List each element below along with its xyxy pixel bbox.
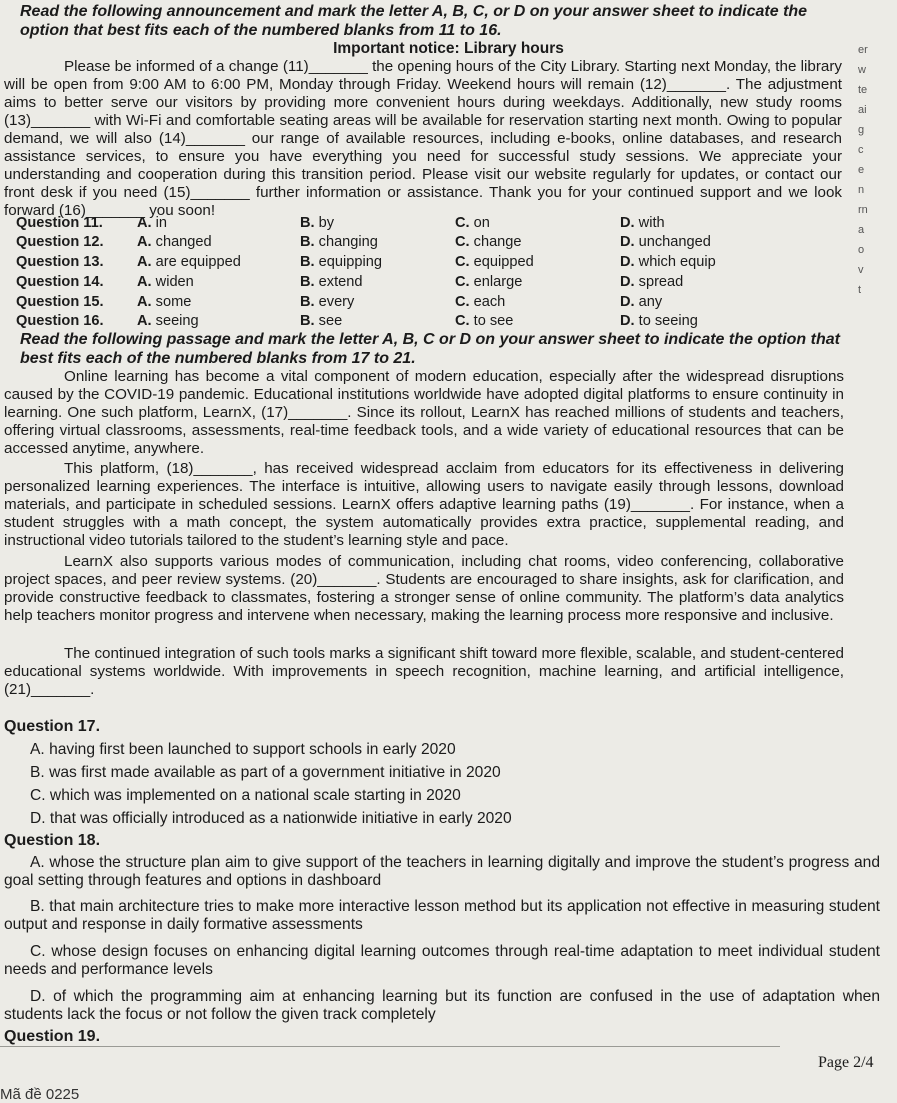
question-row xyxy=(16,253,846,273)
option-text: see xyxy=(318,313,343,329)
q17-option-d: D. that was officially introduced as a nationwide initiative in early 2020 xyxy=(30,810,512,827)
q18-option-c: C. whose design focuses on enhancing digital learning outcomes through real-time adaptation to meet individual student needs and performance levels xyxy=(4,943,880,978)
option-text: on xyxy=(473,215,490,231)
option-text: spread xyxy=(638,274,684,290)
passage-paragraph-2: This platform, (18)_______, has received widespread acclaim from educators for its effectiveness in delivering personalized learning experiences. The interface is intuitive, allowing users to navigate easily through lessons, download materials, and participate in scheduled sessions. LearnX offers adaptive learning paths (19)_______. For instance, when a student struggles with a math concept, the system automatically provides extra practice, supplemental reading, and instructional video tutorials tailored to the student’s learning style and pace. xyxy=(4,460,844,549)
option-text: every xyxy=(318,294,355,310)
option-text: each xyxy=(473,294,506,310)
option-a[interactable]: A. seeing xyxy=(137,313,199,329)
question-19-heading: Question 19. xyxy=(4,1028,101,1045)
option-text: changing xyxy=(318,234,378,250)
option-d[interactable]: D. spread xyxy=(620,274,684,290)
option-d[interactable]: D. any xyxy=(620,294,663,310)
option-c[interactable]: C. change xyxy=(455,234,522,250)
option-b[interactable]: B. by xyxy=(300,215,335,231)
q18-option-d: D. of which the programming aim at enhancing learning but its function are confused in the use of adaptation when students lack the focus or not follow the given track completely xyxy=(4,988,880,1023)
margin-note: e xyxy=(858,164,865,176)
margin-note: c xyxy=(858,144,864,156)
passage-paragraph-1: Online learning has become a vital component of modern education, especially after the widespread disruptions caused by the COVID-19 pandemic. Educational institutions worldwide have adopted digital platforms to ensure continuity in learning. One such platform, LearnX, (17)_______. Since its rollout, LearnX has reached millions of students and teachers, offering virtual classrooms, assessments, real-time feedback tools, and a wide variety of educational resources that can be accessed anytime, anywhere. xyxy=(4,368,844,457)
option-text: seeing xyxy=(155,313,199,329)
exam-code: Mã đề 0225 xyxy=(0,1086,80,1103)
option-text: in xyxy=(155,215,168,231)
question-row xyxy=(16,293,846,313)
option-a[interactable]: A. changed xyxy=(137,234,212,250)
margin-note: v xyxy=(858,264,864,276)
option-d[interactable]: D. unchanged xyxy=(620,234,711,250)
question-row xyxy=(16,233,846,253)
question-row xyxy=(16,273,846,293)
margin-note: a xyxy=(858,224,865,236)
option-text: to seeing xyxy=(638,313,698,329)
margin-note: er xyxy=(858,44,868,56)
notice-title: Important notice: Library hours xyxy=(333,40,564,57)
footer-divider xyxy=(0,1046,780,1047)
option-text: some xyxy=(155,294,192,310)
margin-note: rn xyxy=(858,204,868,216)
notice-paragraph: Please be informed of a change (11)_______ the opening hours of the City Library. Starting next Monday, the library will be open from 9:00 AM to 6:00 PM, Monday through Friday. Weekend hours will remain (12)_______. The adjustment aims to better serve our visitors by providing more convenient hours during weekdays. Additionally, new study rooms (13)_______ with Wi-Fi and comfortable seating areas will be available for reservation starting next month. Owing to popular demand, we will also (14)_______ our range of available resources, including e-books, online databases, and research assistance services, to ensure you have everything you need for successful study sessions. We appreciate your understanding and cooperation during this transition period. Please visit our website regularly for updates, or contact our front desk if you need (15)_______ further information or assistance. Thank you for your continued support and we look forward (16)_______ you soon! xyxy=(4,58,842,219)
q18-option-b: B. that main architecture tries to make more interactive lesson method but its application not effective in measuring student output and response in daily formative assessments xyxy=(4,898,880,933)
option-a[interactable]: A. in xyxy=(137,215,168,231)
margin-note: n xyxy=(858,184,865,196)
passage-paragraph-4: The continued integration of such tools marks a significant shift toward more flexible, scalable, and student-centered educational systems worldwide. With improvements in speech recognition, machine learning, and artificial intelligence, (21)_______. xyxy=(4,645,844,698)
option-text: with xyxy=(638,215,665,231)
margin-note: te xyxy=(858,84,868,96)
margin-notes xyxy=(858,40,894,300)
option-text: enlarge xyxy=(473,274,523,290)
option-b[interactable]: B. equipping xyxy=(300,254,382,270)
option-text: are equipped xyxy=(155,254,241,270)
option-text: equipped xyxy=(473,254,534,270)
option-b[interactable]: B. extend xyxy=(300,274,363,290)
question-label: Question 15. xyxy=(16,294,104,310)
question-label: Question 11. xyxy=(16,215,103,231)
option-d[interactable]: D. to seeing xyxy=(620,313,698,329)
question-18-heading: Question 18. xyxy=(4,832,101,849)
option-c[interactable]: C. on xyxy=(455,215,490,231)
option-a[interactable]: A. widen xyxy=(137,274,194,290)
question-row xyxy=(16,312,846,332)
margin-note: ai xyxy=(858,104,867,116)
option-c[interactable]: C. to see xyxy=(455,313,514,329)
option-text: any xyxy=(638,294,663,310)
question-label: Question 13. xyxy=(16,254,104,270)
margin-note: o xyxy=(858,244,865,256)
option-text: changed xyxy=(155,234,212,250)
option-c[interactable]: C. equipped xyxy=(455,254,534,270)
option-a[interactable]: A. some xyxy=(137,294,192,310)
option-c[interactable]: C. enlarge xyxy=(455,274,523,290)
option-d[interactable]: D. with xyxy=(620,215,665,231)
question-label: Question 16. xyxy=(16,313,104,329)
margin-note: g xyxy=(858,124,865,136)
option-b[interactable]: B. changing xyxy=(300,234,378,250)
option-text: widen xyxy=(155,274,194,290)
option-b[interactable]: B. every xyxy=(300,294,355,310)
option-text: unchanged xyxy=(638,234,711,250)
q17-option-b: B. was first made available as part of a government initiative in 2020 xyxy=(30,764,501,781)
question-17-heading: Question 17. xyxy=(4,718,101,735)
option-text: change xyxy=(473,234,522,250)
option-text: to see xyxy=(473,313,514,329)
passage-paragraph-3: LearnX also supports various modes of communication, including chat rooms, video conferencing, collaborative project spaces, and peer review systems. (20)_______. Students are encouraged to share insights, ask for clarification, and provide constructive feedback to classmates, fostering a stronger sense of online community. The platform’s data analytics help teachers monitor progress and intervene when necessary, making the learning process more responsive and inclusive. xyxy=(4,553,844,624)
page-number: Page 2/4 xyxy=(818,1054,874,1071)
option-text: equipping xyxy=(318,254,382,270)
option-text: extend xyxy=(318,274,363,290)
margin-note: t xyxy=(858,284,862,296)
q18-option-a: A. whose the structure plan aim to give support of the teachers in learning digitally and improve the student’s progress and goal setting through features and options in dashboard xyxy=(4,854,880,889)
option-b[interactable]: B. see xyxy=(300,313,343,329)
question-label: Question 12. xyxy=(16,234,104,250)
q17-option-a: A. having first been launched to support schools in early 2020 xyxy=(30,741,456,758)
option-text: by xyxy=(318,215,335,231)
option-d[interactable]: D. which equip xyxy=(620,254,716,270)
margin-note: w xyxy=(858,64,866,76)
option-text: which equip xyxy=(638,254,716,270)
q17-option-c: C. which was implemented on a national scale starting in 2020 xyxy=(30,787,461,804)
section-1-instruction: Read the following announcement and mark the letter A, B, C, or D on your answer sheet to indicate the option that best fits each of the numbered blanks from 11 to 16. xyxy=(20,3,808,39)
question-label: Question 14. xyxy=(16,274,104,290)
option-c[interactable]: C. each xyxy=(455,294,506,310)
question-row xyxy=(16,214,846,234)
option-a[interactable]: A. are equipped xyxy=(137,254,241,270)
section-2-instruction: Read the following passage and mark the letter A, B, C or D on your answer sheet to indicate the option that best fits each of the numbered blanks from 17 to 21. xyxy=(20,331,840,367)
